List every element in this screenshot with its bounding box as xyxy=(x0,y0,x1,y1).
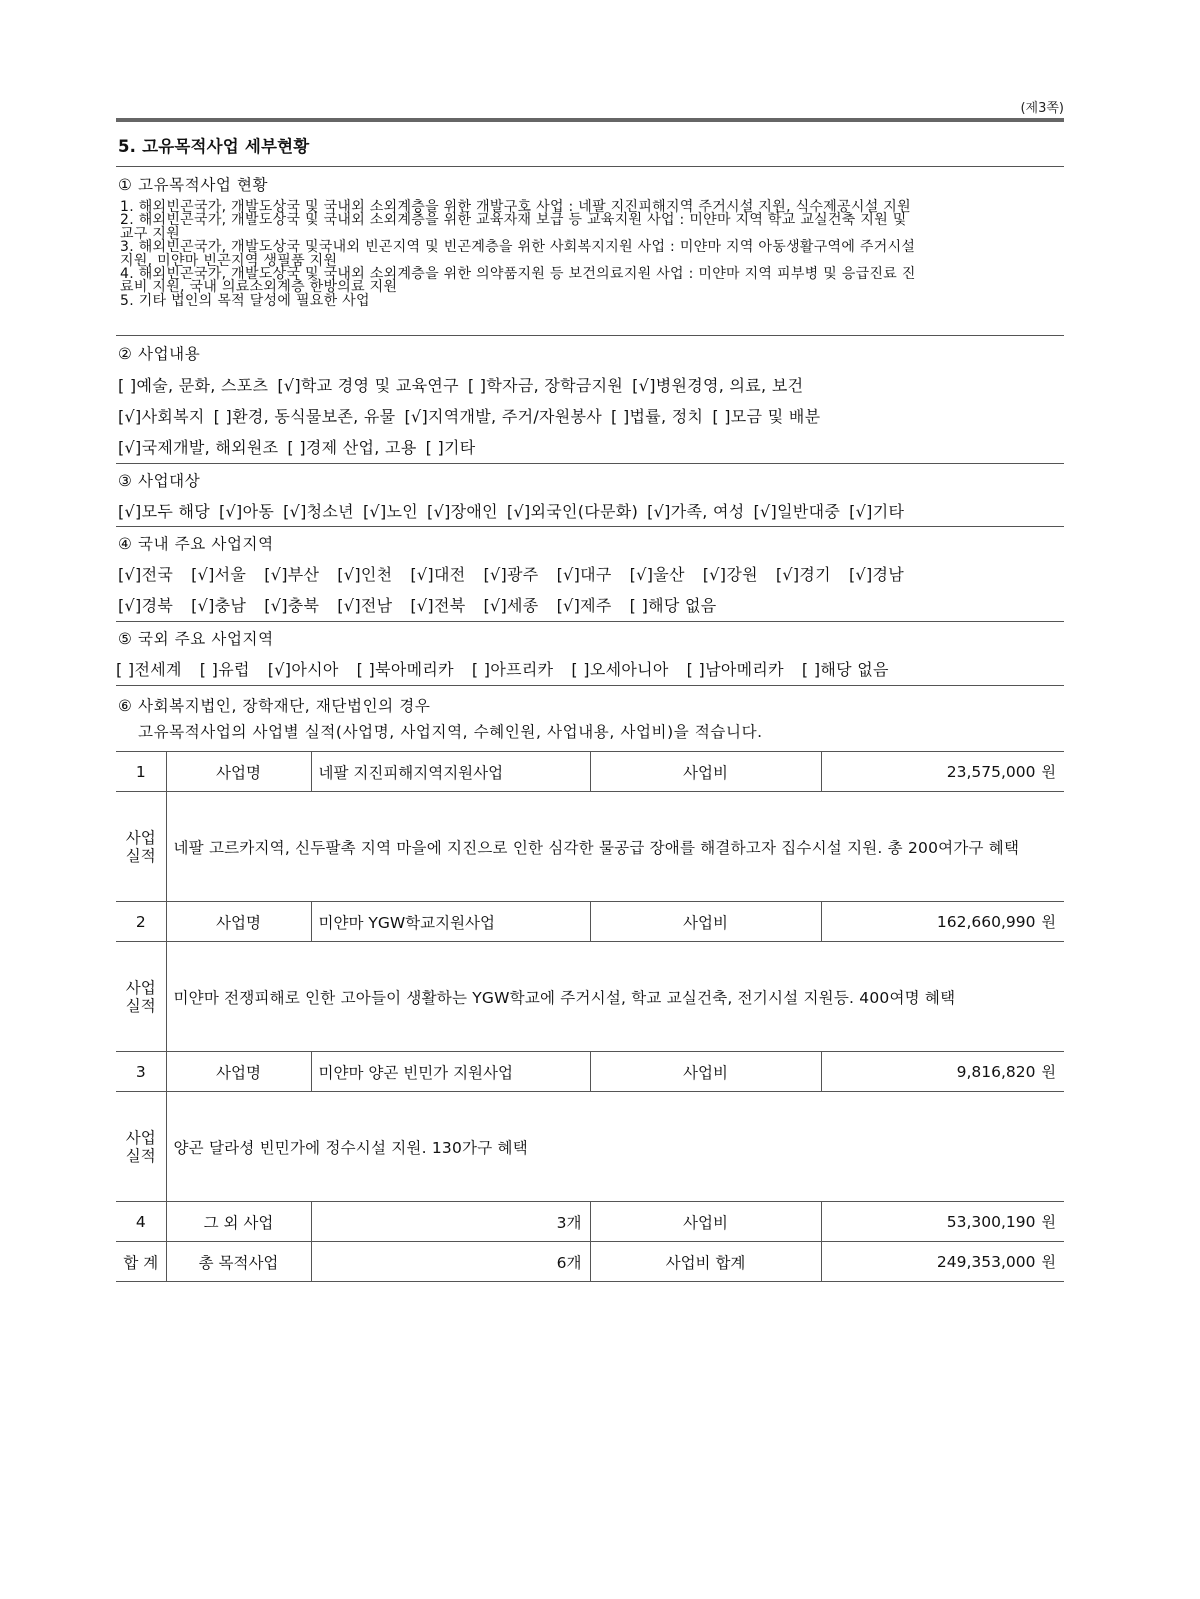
performance-label-text: 사업 실적 xyxy=(125,1128,156,1165)
divider xyxy=(116,166,1064,167)
performance-description: 미얀마 전쟁피해로 인한 고아들이 생활하는 YGW학교에 주거시설, 학교 교실건축, 전기시설 지원등. 400여명 혜택 xyxy=(166,942,1064,1052)
business-name-label: 사업명 xyxy=(166,902,311,942)
checkbox-option: [√]아시아 xyxy=(267,660,339,679)
purpose-line: 1. 해외빈곤국가, 개발도상국 및 국내외 소외계층을 위한 개발구호 사업 : 네팔 지진피해지역 주거시설 지원, 식수제공시설 지원 xyxy=(120,199,911,215)
purpose-line: 5. 기타 법인의 목적 달성에 필요한 사업 xyxy=(120,292,370,309)
item-number: 4 xyxy=(116,1202,166,1242)
business-name-label: 사업명 xyxy=(166,752,311,792)
performance-description: 네팔 고르카지역, 신두팔촉 지역 마을에 지진으로 인한 심각한 물공급 장애를 해결하고자 집수시설 지원. 총 200여가구 혜택 xyxy=(166,792,1064,902)
won-unit: 원 xyxy=(1041,913,1056,931)
checkbox-option: [ ]예술, 문화, 스포츠 xyxy=(118,376,269,395)
sec2-heading: ② 사업내용 xyxy=(118,345,201,363)
section-title: 5. 고유목적사업 세부현황 xyxy=(118,137,310,156)
performance-label-text: 사업 실적 xyxy=(125,978,156,1015)
checkbox-option: [√]경기 xyxy=(775,565,831,584)
business-name: 미얀마 양곤 빈민가 지원사업 xyxy=(311,1052,590,1092)
divider xyxy=(116,526,1064,527)
checkbox-option: [√]대구 xyxy=(556,565,612,584)
sec3-heading: ③ 사업대상 xyxy=(118,472,201,490)
item-number: 3 xyxy=(116,1052,166,1092)
checkbox-option: [√]지역개발, 주거/자원봉사 xyxy=(404,407,603,426)
performance-label xyxy=(116,942,166,1052)
divider xyxy=(116,335,1064,336)
sec1-heading: ① 고유목적사업 현황 xyxy=(118,176,269,194)
checkbox-option: [√]세종 xyxy=(483,596,539,615)
business-name: 미얀마 YGW학교지원사업 xyxy=(311,902,590,942)
checkbox-option: [√]대전 xyxy=(410,565,466,584)
won-unit: 원 xyxy=(1041,763,1056,781)
table-row xyxy=(116,1092,1064,1202)
overseas-region-row xyxy=(116,657,889,680)
checkbox-option: [ ]남아메리카 xyxy=(686,660,784,679)
purpose-line: 교구 지원 xyxy=(120,225,181,242)
checkbox-option: [ ]기타 xyxy=(425,438,476,457)
sec6-heading: ⑥ 사회복지법인, 장학재단, 재단법인의 경우 xyxy=(118,697,431,715)
business-cost xyxy=(821,902,1064,942)
checkbox-option: [ ]학자금, 장학금지원 xyxy=(467,376,624,395)
checkbox-option: [ ]전세계 xyxy=(116,660,182,679)
checkbox-option: [√]인천 xyxy=(337,565,393,584)
divider xyxy=(116,463,1064,464)
checkbox-option: [ ]북아메리카 xyxy=(356,660,454,679)
checkbox-option: [ ]법률, 정치 xyxy=(611,407,704,426)
table-row xyxy=(116,792,1064,902)
checkbox-option: [√]아동 xyxy=(219,502,275,521)
cost-value: 162,660,990 xyxy=(936,913,1036,931)
business-content-row xyxy=(118,435,476,458)
checkbox-option: [√]강원 xyxy=(702,565,758,584)
checkbox-option: [√]부산 xyxy=(264,565,320,584)
checkbox-option: [√]전남 xyxy=(337,596,393,615)
cost-value: 249,353,000 xyxy=(936,1253,1036,1271)
divider xyxy=(116,685,1064,686)
sec6-subheading: 고유목적사업의 사업별 실적(사업명, 사업지역, 수혜인원, 사업내용, 사업비)을 적습니다. xyxy=(138,723,763,741)
cost-value: 23,575,000 xyxy=(946,763,1036,781)
checkbox-option: [√]모두 해당 xyxy=(118,502,210,521)
performance-description: 양곤 달라셩 빈민가에 정수시설 지원. 130가구 혜택 xyxy=(166,1092,1064,1202)
table-row xyxy=(116,902,1064,942)
checkbox-option: [ ]경제 산업, 고용 xyxy=(287,438,417,457)
checkbox-option: [√]제주 xyxy=(556,596,612,615)
won-unit: 원 xyxy=(1041,1063,1056,1081)
business-cost xyxy=(821,1052,1064,1092)
business-cost-label: 사업비 xyxy=(590,752,821,792)
total-business-label: 총 목적사업 xyxy=(166,1242,311,1282)
total-cost xyxy=(821,1242,1064,1282)
checkbox-option: [√]기타 xyxy=(849,502,905,521)
table-row xyxy=(116,752,1064,792)
table-row xyxy=(116,942,1064,1052)
purpose-line: 료비 지원, 국내 의료소외계층 한방의료 지원 xyxy=(120,279,398,296)
total-label: 합 계 xyxy=(116,1242,166,1282)
business-name: 네팔 지진피해지역지원사업 xyxy=(311,752,590,792)
checkbox-option: [ ]해당 없음 xyxy=(801,660,889,679)
checkbox-option: [√]학교 경영 및 교육연구 xyxy=(277,376,459,395)
other-business-count: 3개 xyxy=(311,1202,590,1242)
checkbox-option: [√]서울 xyxy=(191,565,247,584)
checkbox-option: [√]충남 xyxy=(191,596,247,615)
checkbox-option: [√]노인 xyxy=(362,502,419,521)
checkbox-option: [√]광주 xyxy=(483,565,539,584)
other-business-label: 그 외 사업 xyxy=(166,1202,311,1242)
business-cost-label: 사업비 xyxy=(590,902,821,942)
purpose-list xyxy=(120,201,1060,308)
checkbox-option: [√]충북 xyxy=(264,596,320,615)
table-row xyxy=(116,1242,1064,1282)
performance-label xyxy=(116,1092,166,1202)
checkbox-option: [√]장애인 xyxy=(427,502,498,521)
sec5-heading: ⑤ 국외 주요 사업지역 xyxy=(118,630,274,648)
domestic-region-row xyxy=(118,562,904,585)
top-rule xyxy=(116,118,1064,122)
table-row xyxy=(116,1052,1064,1092)
page-number: (제3쪽) xyxy=(1020,101,1064,116)
results-table xyxy=(116,751,1064,1282)
other-business-cost xyxy=(821,1202,1064,1242)
performance-label xyxy=(116,792,166,902)
checkbox-option: [ ]오세아니아 xyxy=(571,660,669,679)
won-unit: 원 xyxy=(1041,1213,1056,1231)
checkbox-option: [√]울산 xyxy=(629,565,685,584)
cost-value: 53,300,190 xyxy=(946,1213,1036,1231)
checkbox-option: [√]경남 xyxy=(848,565,905,584)
business-cost-label: 사업비 xyxy=(590,1202,821,1242)
performance-label-text: 사업 실적 xyxy=(125,828,156,865)
won-unit: 원 xyxy=(1041,1253,1056,1271)
business-name-label: 사업명 xyxy=(166,1052,311,1092)
checkbox-option: [√]경북 xyxy=(118,596,174,615)
checkbox-option: [√]일반대중 xyxy=(753,502,841,521)
table-row xyxy=(116,1202,1064,1242)
sec4-heading: ④ 국내 주요 사업지역 xyxy=(118,535,274,553)
checkbox-option: [√]국제개발, 해외원조 xyxy=(118,438,279,457)
domestic-region-row xyxy=(118,593,717,616)
total-business-count: 6개 xyxy=(311,1242,590,1282)
business-content-row xyxy=(118,404,820,427)
cost-value: 9,816,820 xyxy=(956,1063,1036,1081)
checkbox-option: [√]전북 xyxy=(410,596,466,615)
checkbox-option: [√]청소년 xyxy=(283,502,354,521)
purpose-line: 3. 해외빈곤국가, 개발도상국 및국내외 빈곤지역 및 빈곤계층을 위한 사회복지지원 사업 : 미얀마 지역 아동생활구역에 주거시설 xyxy=(120,239,916,256)
checkbox-option: [ ]유럽 xyxy=(199,660,250,679)
checkbox-option: [√]병원경영, 의료, 보건 xyxy=(632,376,804,395)
business-content-row xyxy=(118,373,803,396)
target-row xyxy=(118,499,904,522)
checkbox-option: [√]외국인(다문화) xyxy=(506,502,639,521)
checkbox-option: [ ]모금 및 배분 xyxy=(712,407,821,426)
purpose-line: 지원, 미얀마 빈곤지역 생필품 지원 xyxy=(120,252,338,269)
purpose-line: 4. 해외빈곤국가, 개발도상국 및 국내외 소외계층을 위한 의약품지원 등 보건의료지원 사업 : 미얀마 지역 피부병 및 응급진료 진 xyxy=(120,266,916,283)
total-cost-label: 사업비 합계 xyxy=(590,1242,821,1282)
business-cost xyxy=(821,752,1064,792)
checkbox-option: [√]가족, 여성 xyxy=(647,502,745,521)
divider xyxy=(116,621,1064,622)
checkbox-option: [√]전국 xyxy=(118,565,174,584)
checkbox-option: [ ]아프리카 xyxy=(471,660,554,679)
item-number: 1 xyxy=(116,752,166,792)
checkbox-option: [√]사회복지 xyxy=(118,407,205,426)
checkbox-option: [ ]환경, 동식물보존, 유물 xyxy=(213,407,396,426)
item-number: 2 xyxy=(116,902,166,942)
purpose-line: 2. 해외빈곤국가, 개발도상국 및 국내외 소외계층을 위한 교육자재 보급 등 교육지원 사업 : 미얀마 지역 학교 교실건축 지원 및 xyxy=(120,212,907,229)
business-cost-label: 사업비 xyxy=(590,1052,821,1092)
checkbox-option: [ ]해당 없음 xyxy=(629,596,717,615)
